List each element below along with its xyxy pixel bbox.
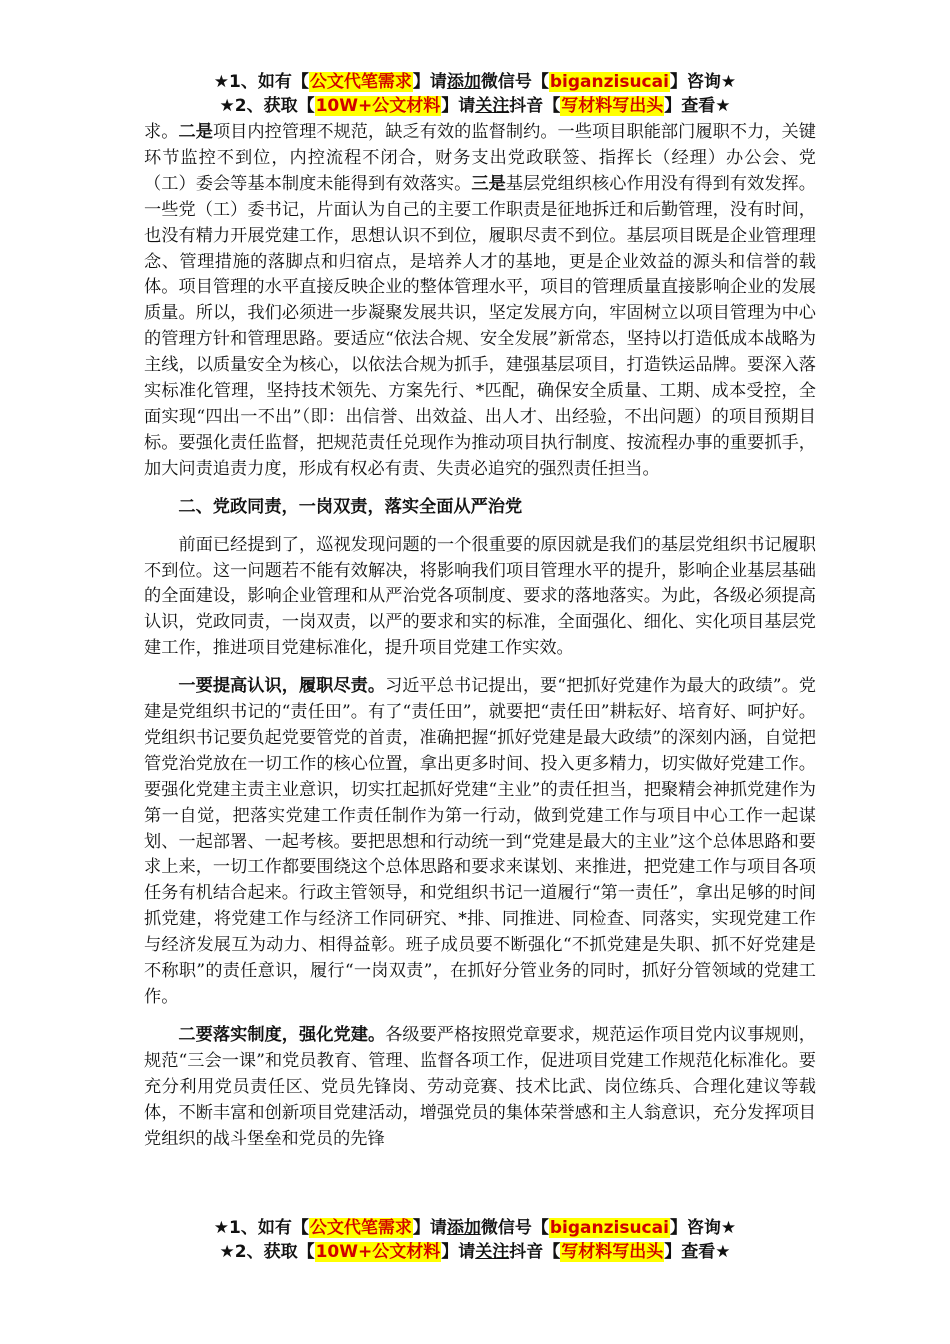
banner-line-2 bbox=[0, 94, 950, 118]
banner-text: 】咨询★ bbox=[669, 72, 737, 92]
banner-text: 】查看★ bbox=[664, 1242, 731, 1262]
banner-highlight: biganzisucai bbox=[549, 1218, 669, 1238]
banner-underline: 添加 bbox=[446, 1218, 481, 1238]
banner-highlight: 10W+公文材料 bbox=[315, 96, 441, 116]
document-body bbox=[144, 120, 816, 1152]
text: 习近平总书记提出，要“把抓好党建作为最大的政绩”。党建是党组织书记的“责任田”。有了“责任田”，就要把“责任田”耕耘好、培育好、呵护好。党组织书记要负起党要管党的首责，准确把握“抓好党建是最大政绩”的深刻内涵，自觉把管党治党放在一切工作的核心位置，拿出更多时间、投入更多精力，切实做好党建工作。要强化党建主责主业意识，切实扛起抓好党建“主业”的责任担当，把聚精会神抓党建作为第一自觉，把落实党建工作责任制作为第一行动，做到党建工作与项目中心工作一起谋划、一起部署、一起考核。要把思想和行动统一到“党建是最大的主业”这个总体思路和要求上来，一切工作都要围绕这个总体思路和要求来谋划、来推进，把党建工作与项目各项任务有机结合起来。行政主管领导，和党组织书记一道履行“第一责任”，拿出足够的时间抓党建，将党建工作与经济工作同研究、*排、同推进、同检查、同落实，实现党建工作与经济发展互为动力、相得益彰。班子成员要不断强化“不抓党建是失职、抓不好党建是不称职”的责任意识，履行“一岗双责”，在抓好分管业务的同时，抓好分管领域的党建工作。 bbox=[144, 676, 816, 1007]
banner-text: 抖音【 bbox=[509, 1242, 561, 1262]
banner-highlight: 写材料写出头 bbox=[561, 1242, 664, 1262]
banner-text: 】咨询★ bbox=[669, 1218, 737, 1238]
banner-underline: 关注 bbox=[475, 96, 510, 116]
banner-text: 】请 bbox=[412, 1218, 447, 1238]
paragraph-1 bbox=[144, 120, 816, 483]
banner-text: ★2、获取【 bbox=[219, 1242, 315, 1262]
banner-text: ★1、如有【 bbox=[213, 72, 309, 92]
banner-text: 】查看★ bbox=[664, 96, 731, 116]
banner-highlight: biganzisucai bbox=[549, 72, 669, 92]
banner-line-1 bbox=[0, 70, 950, 94]
bold-lead: 二是 bbox=[178, 122, 213, 142]
bold-lead: 一要提高认识，履职尽责。 bbox=[178, 676, 386, 697]
banner-highlight: 公文代笔需求 bbox=[309, 1218, 412, 1238]
banner-text: ★2、获取【 bbox=[219, 96, 315, 116]
bold-lead: 三是 bbox=[471, 173, 506, 194]
bold-lead: 二要落实制度，强化党建。 bbox=[178, 1024, 386, 1045]
paragraph-4 bbox=[144, 1023, 816, 1153]
banner-line-2-footer bbox=[0, 1240, 950, 1264]
banner-highlight: 公文代笔需求 bbox=[309, 72, 412, 92]
banner-text: 】请 bbox=[441, 96, 476, 116]
banner-text: 】请 bbox=[412, 72, 447, 92]
banner-underline: 关注 bbox=[475, 1242, 510, 1262]
banner-highlight: 写材料写出头 bbox=[561, 96, 664, 116]
banner-text: ★1、如有【 bbox=[213, 1218, 309, 1238]
section-heading-2: 二、党政同责，一岗双责，落实全面从严治党 bbox=[178, 496, 523, 517]
text: 求。 bbox=[144, 122, 179, 142]
banner-text: 】请 bbox=[441, 1242, 476, 1262]
banner-underline: 添加 bbox=[446, 72, 481, 92]
text: 项目内控管理不规范，缺乏有效的监督制约。一些项目职能部门履职不力，关键环节监控不到位，内控流程不闭合，财务支出党政联签、指挥长（经理）办公会、党（工）委会等基本制度未能得到有效落实。 bbox=[144, 122, 816, 194]
banner-line-1-footer bbox=[0, 1216, 950, 1240]
banner-text: 抖音【 bbox=[509, 96, 561, 116]
banner-text: 微信号【 bbox=[480, 72, 549, 92]
paragraph-2: 前面已经提到了，巡视发现问题的一个很重要的原因就是我们的基层党组织书记履职不到位。这一问题若不能有效解决，将影响我们项目管理水平的提升，影响企业基层基础的全面建设，影响企业管理和从严治党各项制度、要求的落地落实。为此，各级必须提高认识，党政同责，一岗双责，以严的要求和实的标准，全面强化、细化、实化项目基层党建工作，推进项目党建标准化，提升项目党建工作实效。 bbox=[144, 534, 816, 659]
banner-text: 微信号【 bbox=[480, 1218, 549, 1238]
text: 各级要严格按照党章要求，规范运作项目党内议事规则，规范“三会一课”和党员教育、管理、监督各项工作，促进项目党建工作规范化标准化。要充分利用党员责任区、党员先锋岗、劳动竞赛、技术比武、岗位练兵、合理化建议等载体，不断丰富和创新项目党建活动，增强党员的集体荣誉感和主人翁意识，充分发挥项目党组织的战斗堡垒和党员的先锋 bbox=[144, 1024, 816, 1149]
paragraph-3 bbox=[144, 674, 816, 1011]
banner-highlight: 10W+公文材料 bbox=[315, 1242, 441, 1262]
text: 基层党组织核心作用没有得到有效发挥。一些党（工）委书记，片面认为自己的主要工作职责是征地拆迁和后勤管理，没有时间，也没有精力开展党建工作，思想认识不到位，履职尽责不到位。基层项目既是企业管理理念、管理措施的落脚点和归宿点，是培养人才的基地，更是企业效益的源头和信誉的载体。项目管理的水平直接反映企业的整体管理水平，项目的管理质量直接影响企业的发展质量。所以，我们必须进一步凝聚发展共识，坚定发展方向，牢固树立以项目管理为中心的管理方针和管理思路。要适应“依法合规、安全发展”新常态，坚持以打造低成本战略为主线，以质量安全为核心，以依法合规为抓手，建强基层项目，打造铁运品牌。要深入落实标准化管理，坚持技术领先、方案先行、*匹配，确保安全质量、工期、成本受控，全面实现“四出一不出”（即：出信誉、出效益、出人才、出经验，不出问题）的项目预期目标。要强化责任监督，把规范责任兑现作为推动项目执行制度、按流程办事的重要抓手，加大问责追责力度，形成有权必有责、失责必追究的强烈责任担当。 bbox=[144, 173, 816, 479]
